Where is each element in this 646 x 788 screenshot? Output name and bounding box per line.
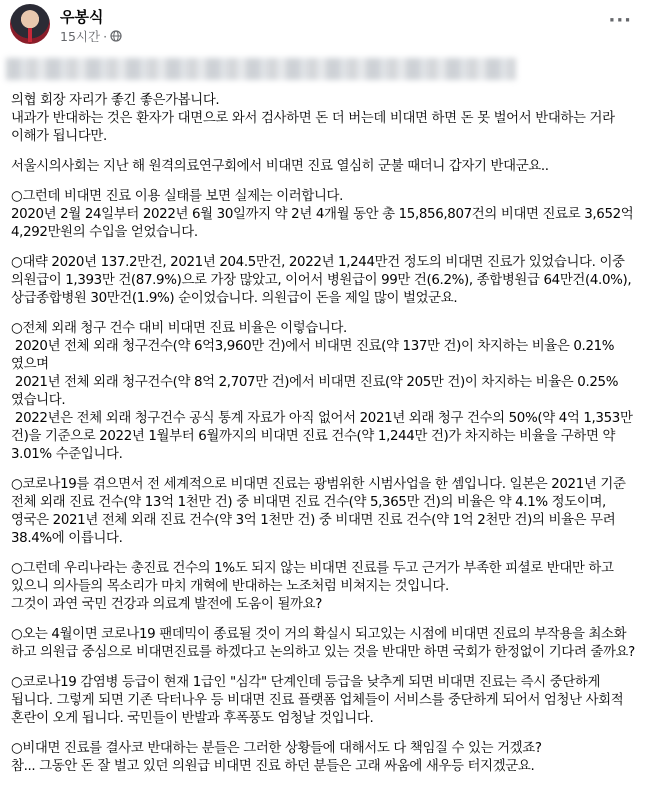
- post-paragraph: ○코로나19 감염병 등급이 현재 1급인 "심각" 단계인데 등급을 낮추게 되면 비대면 진료는 즉시 중단하게 됩니다. 그렇게 되면 기존 닥터나우 등 비대면 진료 플랫폼 업체들이 서비스를 중단하게 되어서 엄청난 사회적 혼란이 오게 됩니다. 국민들이 반발과 후폭풍도 엄청날 것입니다.: [11, 675, 628, 726]
- post-meta: [60, 27, 122, 45]
- post-paragraph: ○전체 외래 청구 건수 대비 비대면 진료 비율은 이렇습니다. 2020년 전체 외래 청구건수(약 6억3,960만 건)에서 비대면 진료(약 137만 건)이 차지하는 비율은 0.21% 였으며 2021년 전체 외래 청구건수(약 8억 2,707만 건)에서 비대면 진료(약 205만 건)이 차지하는 비율은 0.25% 였습니다. 2022년은 전체 외래 청구건수 공식 통계 자료가 아직 없어서 2021년 외래 청구 건수의 50%(약 4억 1,353만 건)을 기준으로 2022년 1월부터 6월까지의 비대면 진료 건수(약 1,244만 건)가 차지하는 비율을 구하면 약 3.01% 수준입니다.: [11, 321, 633, 462]
- post-paragraph: ○오는 4월이면 코로나19 팬데믹이 종료될 것이 거의 확실시 되고있는 시점에 비대면 진료의 부작용을 최소화 하고 의원급 중심으로 비대면진료를 하겠다고 논의하고 있는 것을 반대만 하면 국회가 한정없이 기다려 줄까요?: [11, 627, 635, 660]
- blurred-redacted-text: [6, 58, 516, 80]
- post-body: [11, 92, 635, 788]
- author-name[interactable]: 우봉식: [60, 8, 104, 26]
- post-paragraph: 서울시의사회는 지난 해 원격의료연구회에서 비대면 진료 열심히 군불 때더니 갑자기 반대군요..: [11, 159, 549, 174]
- globe-icon: [110, 30, 122, 42]
- post-paragraph: 의협 회장 자리가 좋긴 좋은가봅니다. 내과가 반대하는 것은 환자가 대면으로 와서 검사하면 돈 더 버는데 비대면 하면 돈 못 벌어서 반대하는 거라 이해가 됩니다만.: [11, 93, 615, 144]
- post-paragraph: ○코로나19를 겪으면서 전 세계적으로 비대면 진료는 광범위한 시범사업을 한 셈입니다. 일본은 2021년 기준 전체 외래 진료 건수(약 13억 1천만 건) 중 비대면 진료 건수(약 5,365만 건)의 비율은 약 4.1% 정도이며, 영국은 2021년 전체 외래 진료 건수(약 3억 1천만 건) 중 비대면 진료 건수(약 1억 2천만 건)의 비율은 무려 38.4%에 이릅니다.: [11, 477, 630, 546]
- post-paragraph: ○그런데 우리나라는 총진료 건수의 1%도 되지 않는 비대면 진료를 두고 근거가 부족한 피셜로 반대만 하고 있으니 의사들의 목소리가 마치 개혁에 반대하는 노조처럼 비쳐지는 것입니다. 그것이 과연 국민 건강과 의료계 발전에 도움이 될까요?: [11, 561, 614, 612]
- post-header: [10, 4, 636, 44]
- post-timestamp[interactable]: 15시간: [60, 29, 101, 44]
- post-paragraph: ○대략 2020년 137.2만건, 2021년 204.5만건, 2022년 1,244만건 정도의 비대면 진료가 있었습니다. 이중 의원급이 1,393만 건(87.9%)으로 가장 많았고, 이어서 병원급이 99만 건(6.2%), 종합병원급 64만건(4.0%), 상급종합병원 30만건(1.9%) 순이었습니다. 의원급이 돈을 제일 많이 벌었군요.: [11, 255, 636, 306]
- more-options-icon[interactable]: ···: [608, 10, 632, 31]
- post-paragraph: ○비대면 진료를 결사코 반대하는 분들은 그러한 상황들에 대해서도 다 책임질 수 있는 거겠죠? 참... 그동안 돈 잘 벌고 있던 의원급 비대면 진료 하던 분들은 고래 싸움에 새우등 터지겠군요.: [11, 741, 542, 774]
- meta-separator: ·: [103, 28, 108, 44]
- author-avatar[interactable]: [10, 4, 50, 44]
- post-paragraph: ○그런데 비대면 진료 이용 실태를 보면 실제는 이러합니다. 2020년 2월 24일부터 2022년 6월 30일까지 약 2년 4개월 동안 총 15,856,807건의 비대면 진료로 3,652억 4,292만원의 수입을 얻었습니다.: [11, 189, 634, 240]
